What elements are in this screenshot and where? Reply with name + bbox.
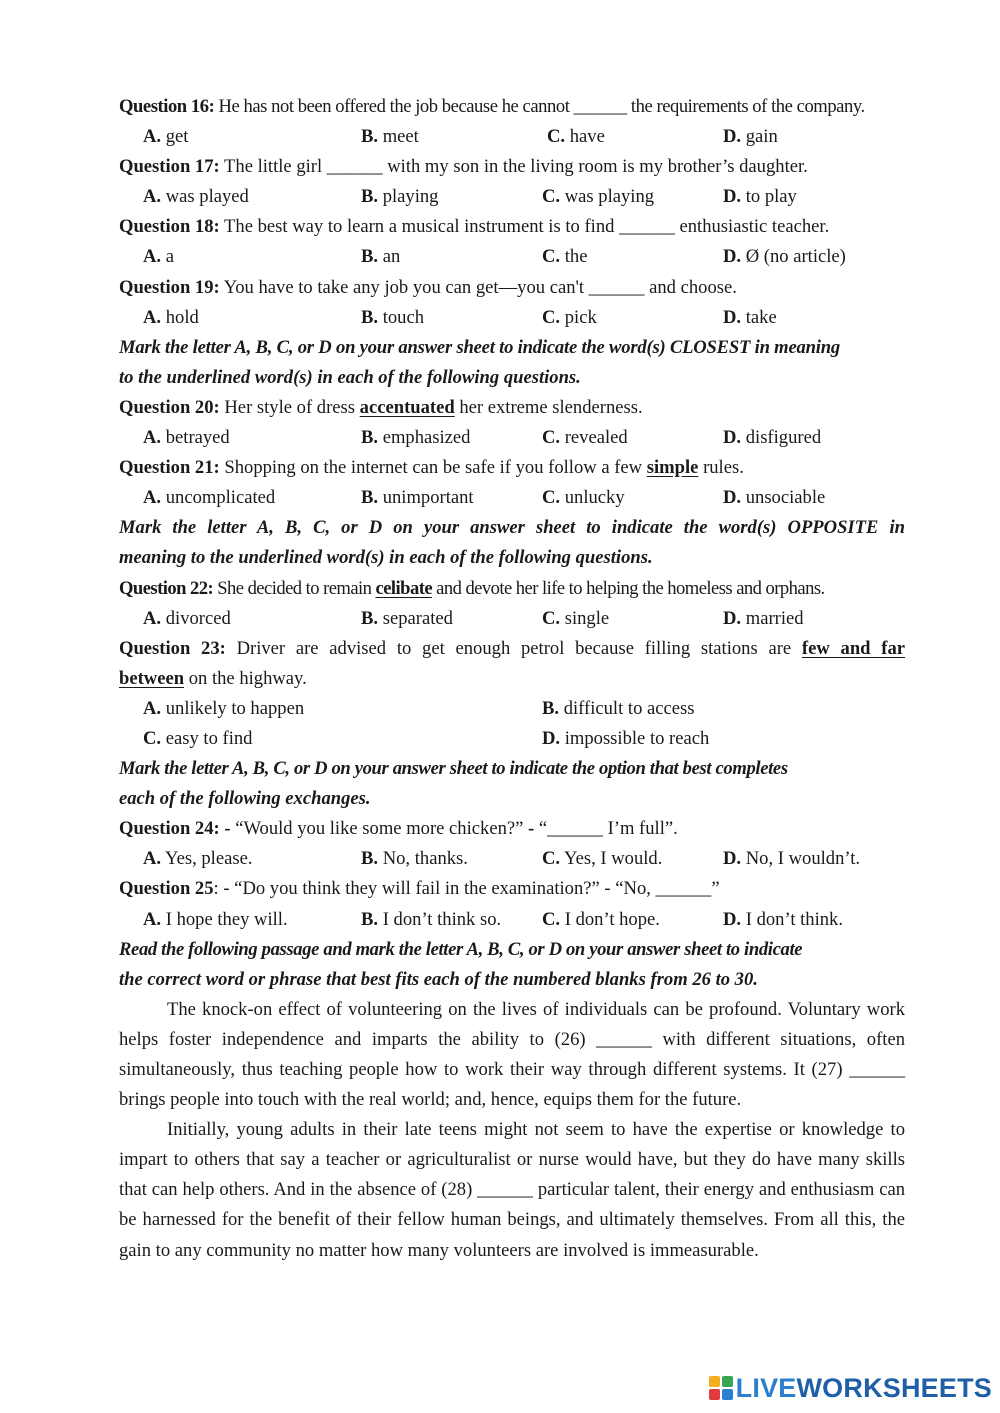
question-17 [119,152,905,182]
option-c[interactable]: C. revealed [542,427,628,449]
question-23: Question 23: Driver are advised to get enough petrol because filling stations are few and far [119,637,905,659]
option-b[interactable]: B. an [361,246,401,268]
question-label: Question 25 [119,878,214,900]
option-d[interactable]: D. gain [723,126,778,148]
question-16 [119,92,905,122]
options-18 [119,242,905,272]
question-label: Question 23: [119,637,226,659]
option-c[interactable]: C. pick [542,306,597,328]
question-18 [119,212,905,242]
options-21 [119,483,905,513]
option-c[interactable]: C. unlucky [542,487,625,509]
logo-mark-icon [709,1376,733,1400]
options-19 [119,303,905,333]
option-b[interactable]: B. No, thanks. [361,848,468,870]
question-label: Question 18: [119,216,220,238]
options-24 [119,844,905,874]
option-b[interactable]: B. difficult to access [542,697,695,719]
options-23-row2 [119,724,905,754]
option-a[interactable]: A. a [143,246,174,268]
option-c[interactable]: C. I don’t hope. [542,908,660,930]
underlined-word: celibate [375,577,433,599]
option-a[interactable]: A. was played [143,186,249,208]
options-16 [119,122,905,152]
question-24: Question 24: - “Would you like some more chicken?” - “______ I’m full”. [119,818,678,840]
options-20 [119,423,905,453]
instruction-closest-line2: to the underlined word(s) in each of the following questions. [119,366,581,388]
option-a[interactable]: A. betrayed [143,427,230,449]
question-text: You have to take any job you can get—you can't ______ and choose. [219,276,737,298]
instruction-opposite-line1: Mark the letter A, B, C, or D on your answer sheet to indicate the word(s) OPPOSITE in [119,517,905,539]
options-17 [119,182,905,212]
question-19 [119,273,905,303]
option-b[interactable]: B. emphasized [361,427,471,449]
option-d[interactable]: D. to play [723,186,797,208]
option-c[interactable]: C. was playing [542,186,655,208]
option-a[interactable]: A. divorced [143,607,231,629]
question-text: He has not been offered the job because he cannot ______ the requirements of the company. [214,96,865,117]
worksheet-content [119,92,905,1266]
options-23-row1 [119,694,905,724]
liveworksheets-logo [709,1371,992,1405]
instruction-closest-line1: Mark the letter A, B, C, or D on your answer sheet to indicate the word(s) CLOSEST in meaning [119,336,840,358]
option-d[interactable]: D. take [723,306,777,328]
instruction-exchange-line2: each of the following exchanges. [119,788,371,810]
passage-paragraph-2: Initially, young adults in their late teens might not seem to have the expertise or knowledge to impart to others that say a teacher or agriculturalist or nurse would have, but they do have many skills that can help others. And in the absence of (28) ______ particular talent, their energy and enthusiasm can be harnessed for the benefit of their fellow human beings, and ultimately themselves. From all this, the gain to any community no matter how many volunteers are involved is immeasurable. [119,1119,905,1261]
instruction-opposite-line2: meaning to the underlined word(s) in each of the following questions. [119,547,653,569]
instruction-passage-line2: the correct word or phrase that best fits each of the numbered blanks from 26 to 30. [119,968,758,990]
question-label: Question 17: [119,156,220,178]
logo-text: LIVEWORKSHEETS [735,1372,992,1403]
underlined-word: between [119,667,185,689]
question-text: The little girl ______ with my son in the living room is my brother’s daughter. [219,156,808,178]
options-22 [119,604,905,634]
question-21: Question 21: Shopping on the internet can be safe if you follow a few simple rules. [119,457,744,479]
option-d[interactable]: D. I don’t think. [723,908,843,930]
option-c[interactable]: C. Yes, I would. [542,848,663,870]
underlined-word: simple [646,457,699,479]
instruction-exchange-line1: Mark the letter A, B, C, or D on your answer sheet to indicate the option that best completes [119,758,788,780]
question-label: Question 16: [119,96,215,117]
question-23-cont: between on the highway. [119,667,307,689]
option-c[interactable]: C. have [547,126,605,148]
option-d[interactable]: D. married [723,607,804,629]
option-b[interactable]: B. separated [361,607,453,629]
option-a[interactable]: A. unlikely to happen [143,697,305,719]
option-b[interactable]: B. unimportant [361,487,474,509]
option-d[interactable]: D. No, I wouldn’t. [723,848,861,870]
option-a[interactable]: A. get [143,126,189,148]
option-c[interactable]: C. single [542,607,610,629]
question-22: Question 22: She decided to remain celibate and devote her life to helping the homeless and orphans. [119,577,825,599]
option-d[interactable]: D. unsociable [723,487,826,509]
option-d[interactable]: D. disfigured [723,427,822,449]
instruction-passage-line1: Read the following passage and mark the letter A, B, C, or D on your answer sheet to indicate [119,938,803,960]
passage-paragraph-1: The knock-on effect of volunteering on the lives of individuals can be profound. Voluntary work helps foster independence and imparts the ability to (26) ______ with different situations, often simultaneously, thus teaching people how to work their way through different systems. It (27) ______ brings people into touch with the real world; and, hence, equips them for the future. [119,998,905,1111]
option-c[interactable]: C. the [542,246,588,268]
question-25: Question 25: - “Do you think they will fail in the examination?” - “No, ______” [119,878,720,900]
option-b[interactable]: B. playing [361,186,439,208]
question-label: Question 20: [119,396,220,418]
option-a[interactable]: A. Yes, please. [143,848,253,870]
options-25 [119,905,905,935]
option-a[interactable]: A. uncomplicated [143,487,276,509]
option-d[interactable]: D. impossible to reach [542,727,710,749]
option-c[interactable]: C. easy to find [143,727,253,749]
question-20: Question 20: Her style of dress accentuated her extreme slenderness. [119,396,643,418]
option-b[interactable]: B. I don’t think so. [361,908,502,930]
option-a[interactable]: A. hold [143,306,199,328]
underlined-word: few and far [801,637,905,659]
question-text: The best way to learn a musical instrument is to find ______ enthusiastic teacher. [219,216,830,238]
option-b[interactable]: B. touch [361,306,425,328]
question-label: Question 22: [119,577,214,599]
option-a[interactable]: A. I hope they will. [143,908,288,930]
option-b[interactable]: B. meet [361,126,419,148]
question-label: Question 21: [119,457,220,479]
question-label: Question 24: - [119,818,231,840]
question-label: Question 19: [119,276,220,298]
underlined-word: accentuated [359,396,455,418]
option-d[interactable]: D. Ø (no article) [723,246,846,268]
